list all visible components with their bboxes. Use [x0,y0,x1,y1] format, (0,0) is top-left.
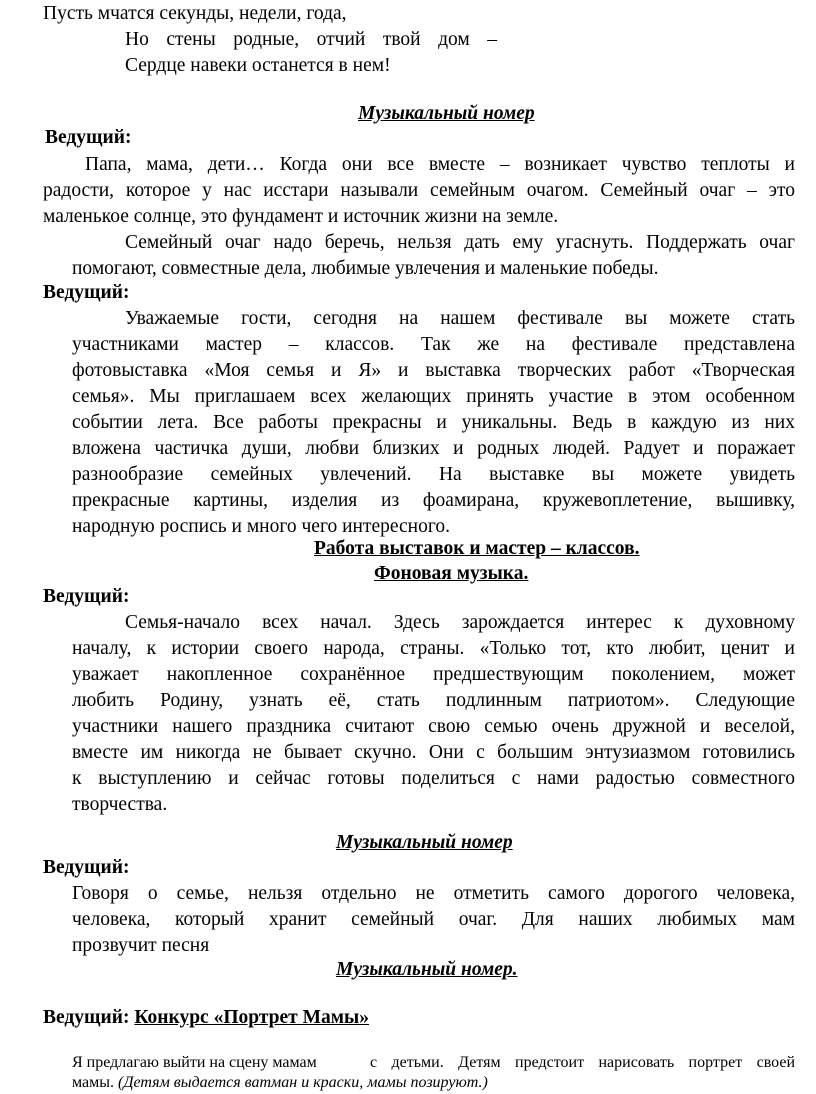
block4-line-8: творчества. [72,794,168,815]
contest-line [43,1005,369,1031]
host-label-2: Ведущий: [43,282,130,303]
block5-line-3: прозвучит песня [72,935,210,956]
poem-line-1: Пусть мчатся секунды, недели, года, [43,3,347,24]
block3-line-3: фотовыставка «Моя семья и Я» и выставка творческих работ «Творческая [72,360,795,381]
block4-line-7: к выступлению и сейчас готовы поделиться с нами радостью совместного [72,768,795,789]
final-line-2a: мамы. [72,1074,114,1091]
block1-line-1: Папа, мама, дети… Когда они все вместе – возникает чувство теплоты и [85,154,795,175]
block5-line-1: Говоря о семье, нельзя отдельно не отметить самого дорогого человека, [72,883,795,904]
block3-line-1: Уважаемые гости, сегодня на нашем фестивале вы можете стать [125,308,795,329]
block5-line-2: человека, который хранит семейный очаг. Для наших любимых мам [72,909,795,930]
block3-line-2: участниками мастер – классов. Так же на фестивале представлена [72,334,795,355]
block3-line-8: прекрасные картины, изделия из фоамирана, кружевоплетение, вышивку, [72,490,795,511]
final-line-2b: (Детям выдается ватман и краски, мамы позируют.) [118,1074,488,1091]
block4-line-6: вместе им никогда не бывает скучно. Они с большим энтузиазмом готовились [72,742,795,763]
poem-line-2: Но стены родные, отчий твой дом – [125,29,497,50]
block2-line-1: Семейный очаг надо беречь, нельзя дать ему угаснуть. Поддержать очаг [125,232,795,253]
block4-line-1: Семья-начало всех начал. Здесь зарождается интерес к духовному [125,612,795,633]
block3-line-9: народную роспись и много чего интересного. [72,516,451,537]
block3-line-6: вложена частичка души, любви близких и родных людей. Радует и поражает [72,438,795,459]
block3-line-4: семья». Мы приглашаем всех желающих принять участие в этом особенном [72,386,795,407]
contest-title: Конкурс «Портрет Мамы» [134,1007,370,1028]
block1-line-3: маленькое солнце, это фундамент и источник жизни на земле. [43,206,559,227]
block3-line-7: разнообразие семейных увлечений. На выставке вы можете увидеть [72,464,795,485]
host-label-5: Ведущий: [43,1007,130,1028]
heading-music-number-1: Музыкальный номер [358,103,535,124]
block3-line-5: событии лета. Все работы прекрасны и уникальны. Ведь в каждую из них [72,412,795,433]
final-line-1a: Я предлагаю выйти на сцену мамам [72,1054,317,1071]
poem-line-3: Сердце навеки останется в нем! [125,55,391,76]
final-line-1b: с детьми. Детям предстоит нарисовать портрет своей [370,1054,795,1071]
final-line-2 [72,1072,488,1094]
host-label-3: Ведущий: [43,586,130,607]
block4-line-4: любить Родину, узнать её, стать подлинным патриотом». Следующие [72,690,795,711]
heading-background-music: Фоновая музыка. [374,563,529,584]
heading-music-number-2: Музыкальный номер [336,832,513,853]
heading-exhibitions: Работа выставок и мастер – классов. [314,538,640,559]
host-label-4: Ведущий: [43,857,130,878]
block4-line-3: уважает накопленное сохранённое предшествующим поколением, может [72,664,795,685]
block4-line-5: участники нашего праздника считают свою семью очень дружной и веселой, [72,716,795,737]
block2-line-2: помогают, совместные дела, любимые увлечения и маленькие победы. [72,258,659,279]
host-label-1: Ведущий: [45,127,132,148]
block4-line-2: началу, к истории своего народа, страны. «Только тот, кто любит, ценит и [72,638,795,659]
heading-music-number-3: Музыкальный номер. [336,959,518,980]
block1-line-2: радости, которое у нас исстари называли семейным очагом. Семейный очаг – это [43,180,795,201]
